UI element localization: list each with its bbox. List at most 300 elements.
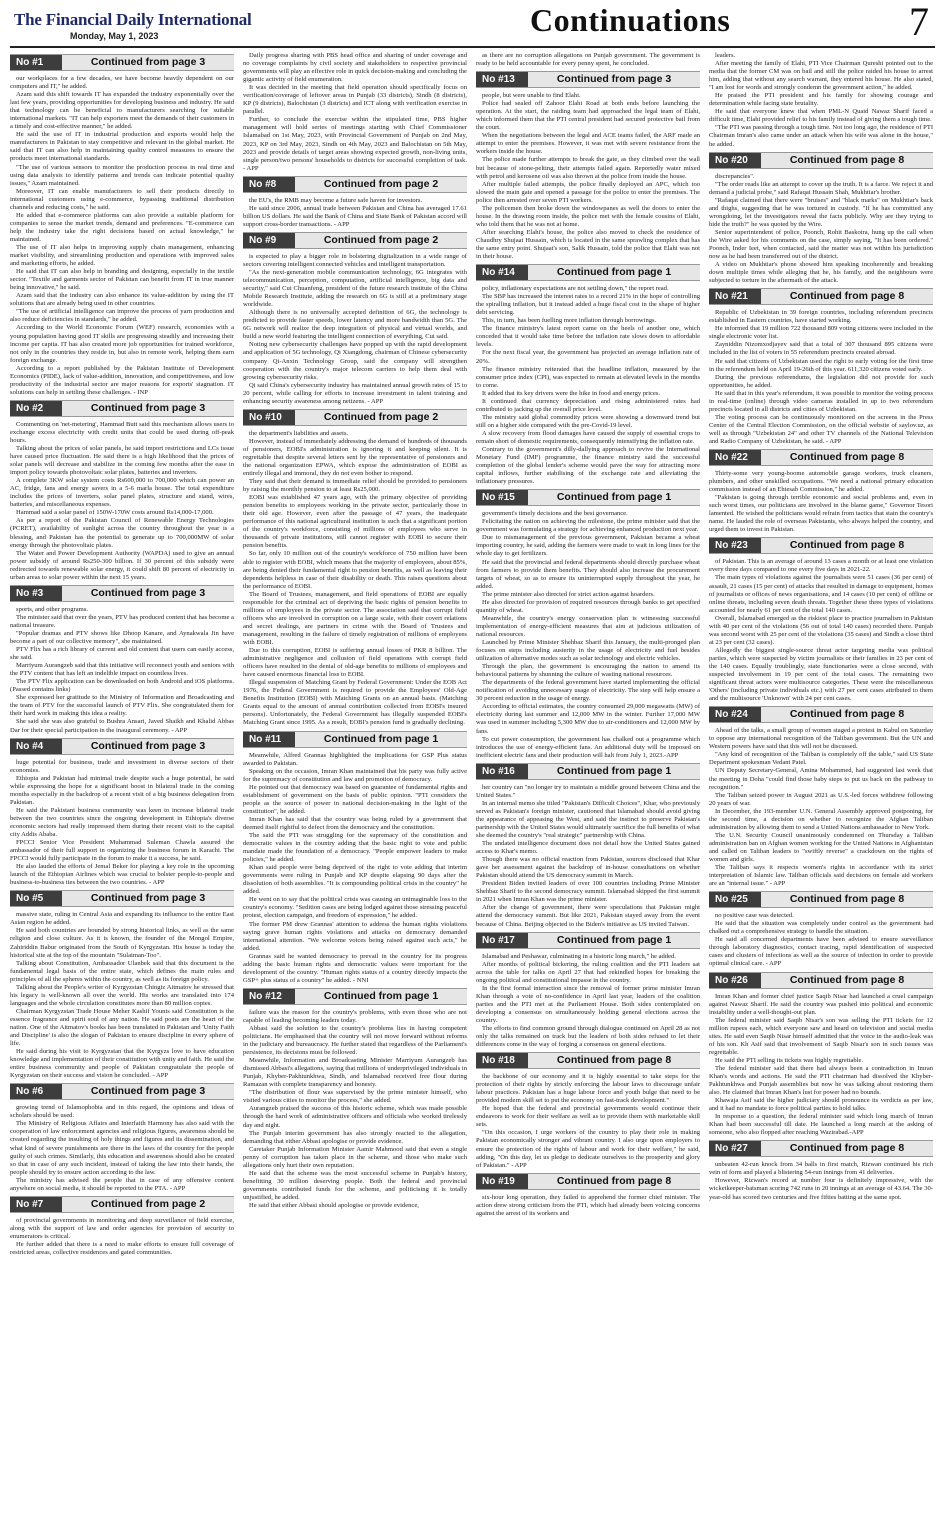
continued-from-label: Continued from page 8 <box>789 893 905 906</box>
story-paragraph: Ethiopia and Pakistan had minimal trade despite such a huge potential, he said while expressing the hope for a significant boost in bilateral trade in the coming months especially in the backdrop of a recent visit of a big business delegation from Pakistan. <box>10 774 234 806</box>
story-body <box>476 1073 700 1170</box>
continued-story <box>476 489 700 759</box>
story-paragraph: He pointed out that democracy was based on guarantee of fundamental rights and establishment of government on the basis of public opinion. "PTI considers the people as the source of power in national decision-making in the light of the constitution", he added. <box>243 783 467 815</box>
continued-story <box>10 890 234 1080</box>
story-body <box>243 52 467 173</box>
story-paragraph: growing trend of Islamophobia and in this regard, the opinions and ideas of scholars should be used. <box>10 1104 234 1120</box>
story-header <box>243 988 467 1005</box>
story-body <box>10 911 234 1080</box>
story-number: No #3 <box>10 586 62 601</box>
story-paragraph: Qi said China's cybersecurity industry has maintained annual growth rates of 15 to 20 percent, while calling for efforts to increase investment in talent training and enhancing security awareness among netizens. - APP <box>243 381 467 405</box>
story-body <box>10 421 234 582</box>
continued-from-label: Continued from page 1 <box>556 764 672 777</box>
story-body <box>10 1217 234 1257</box>
story-body <box>709 173 933 286</box>
continued-story <box>243 988 467 1210</box>
story-number: No #19 <box>476 1174 528 1189</box>
story-paragraph: It was decided in the meeting that field operation should specifically focus on verification/coverage of leftover areas in Punjab (33 districts), Sindh (8 districts), KP (9 districts), Balochistan (3 districts) and ICT along with verification exercise in parallel. <box>243 84 467 116</box>
story-paragraph: Abbasi said the solution to the country's problems lies in having competent politicians. He emphasised that the country will not move forward without reforms in the judiciary and bureaucracy. He further stated that regardless of the Parliament's persistence, its decisions must be followed. <box>243 1024 467 1057</box>
news-column-3 <box>476 52 700 1526</box>
continued-story <box>243 176 467 229</box>
story-paragraph: Hammad said a solar panel of 150W-170W costs around Rs14,000-17,000. <box>16 509 214 517</box>
continued-from-label: Continued from page 2 <box>90 1197 206 1210</box>
story-paragraph: Republic of Uzbekistan in 39 foreign countries, including referendum precincts established in Eastern countries, have started working. <box>709 309 933 325</box>
story-body <box>709 912 933 968</box>
story-paragraph: Caretaker Punjab Information Minister Aamir Mahmood said that even a single penny of corruption has taken place in the scheme, and those who make such allegations only hurt their own reputation. <box>243 1145 467 1169</box>
story-paragraph: six-hour long operation, they failed to apprehend the former chief minister. The action drew strong criticism from the PTI, which had already been voicing concerns against the arrest of its workers and <box>476 1193 700 1217</box>
story-paragraph: However, Rizwan's record at number four is definitely impressive, with the wicketkeeper-batsman scoring 742 runs in 20 innings at an average of 43.64. The 30-year-old has scored two centuries and five fifties batting at the same spot. <box>709 1177 933 1201</box>
story-header <box>709 152 933 169</box>
continued-from-label: Continued from page 8 <box>556 1054 672 1067</box>
story-paragraph: Azam said this shift towards IT has expanded the industry exponentially over the last few years, providing opportunities for developing business and industry. He said that technology can be beneficial to manufacturers searching for suitable international markets. "IT can help exporters meet the demands of their customers in a timely and cost-effective manner," he added. <box>10 91 234 131</box>
story-body <box>243 197 467 229</box>
story-paragraph: He added that e-commerce platforms can also provide a suitable platform for companies to sense the market trends, demand and preferences. "E-commerce can help the industry take the right decisions based on actual knowledge," he maintained. <box>10 211 234 243</box>
story-paragraph: discrepancies". <box>715 172 755 180</box>
story-paragraph: She expressed her gratitude to the Ministry of Information and Broadcasting and the team of PTV for the successful launch of PTV Flix. She congratulated them for their hard work in making this idea a reality. <box>10 694 234 718</box>
continued-story <box>476 932 700 1050</box>
story-number: No #4 <box>10 739 62 754</box>
story-paragraph: President Biden invited leaders of over 100 countries including Prime Minister Shehbaz Sharif to the second democracy summit. Islamabad skipped the first summit in 2021 when Imran Khan was the prime minister. <box>476 880 700 904</box>
story-paragraph: Meanwhile, Alfred Grannas highlighted the implications for GSP Plus status awarded to Pakistan. <box>243 751 467 767</box>
story-body <box>243 752 467 985</box>
story-paragraph: sports, and other programs. <box>16 605 88 613</box>
story-paragraph: Overall, Islamabad emerged as the riskiest place to practice journalism in Pakistan with 40 per cent of the violations (56 out of total 140 cases) recorded there. Punjab was second worst with 25 per cent of the violations (35 cases) and Sindh a close third at 23 per cent (32 cases). <box>709 614 933 646</box>
continued-from-label: Continued from page 3 <box>90 739 206 752</box>
story-body <box>709 993 933 1138</box>
story-paragraph: After months of political bickering, the ruling coalition and the PTI leaders sat across the table for talks on April 27 that had rekindled hopes for breaking the ongoing political and constitutional impasse in the country. <box>476 960 700 984</box>
continued-story <box>10 400 234 582</box>
story-paragraph: The Ministry of Religious Affairs and Interfaith Harmony has also said with the cooperation of law enforcement agencies and religious figures, awareness should be created regarding the insulting of holy things and figures and its dissemination, and what kind of severe punishments are there in the laws of the country for the people guilty of such crimes. Similarly, this education and awareness should also be created so that in case of any such incident, instead of taking the law into their hands, the people should try to ensure action according to the law. <box>10 1120 234 1176</box>
story-paragraph: Talking about Constitution, Ambassador Ulanbek said that this document is the fundamental legal basis of the entire state, which defines the main rules and principles of all the spheres within the country, as well as its foreign policy. <box>10 959 234 983</box>
story-header <box>476 1052 700 1069</box>
story-paragraph: Though there was no official reaction from Pakistan, sources disclosed that Khar gave her assessment against the backdrop of in-house consultations on whether Pakistan should attend the US democracy summit in March. <box>476 856 700 880</box>
story-paragraph: He hoped that the federal and provincial governments would continue their endeavors to work for their welfare as well as to provide them with marketable skill sets. <box>476 1105 700 1129</box>
continued-story <box>709 52 933 149</box>
story-paragraph: Allegedly the biggest single-source threat actor targeting media was political parties, which were suspected by victim journalists or their families in 23 per cent of the 140 cases. Equally troublingly, state functionaries were a close second, with suspected involvement in 19 per cent of the total cases. The remaining two significant threat actors were multisource categories. These were the miscellaneous 'Others' (including private individuals etc.) with 27 per cent cases attributed to them and the multisource 'Unknown' with 24 per cent cases. <box>709 646 933 703</box>
continued-story <box>10 1083 234 1193</box>
continued-from-label: Continued from page 1 <box>556 933 672 946</box>
story-paragraph: her country can "no longer try to maintain a middle ground between China and the United States." <box>476 783 700 799</box>
story-paragraph: "Popular dramas and PTV shows like Dhoop Kanare, and Aynakwala Jin have become a part of our collective memory", she maintained. <box>10 629 234 645</box>
story-header <box>709 1140 933 1157</box>
story-number: No #26 <box>709 973 761 988</box>
news-column-2 <box>243 52 467 1526</box>
story-header <box>10 1083 234 1100</box>
continued-story <box>709 891 933 968</box>
story-number: No #10 <box>243 410 295 425</box>
story-paragraph: He said that everyone knew that when PML-N Quaid Nawaz Sharif faced a difficult time, Elahi provided relief to his family instead of giving them a tough time. <box>709 108 933 124</box>
continued-story <box>10 1196 234 1257</box>
story-paragraph: They said that their demand is immediate relief should be provided to pensioners by raising the monthly pension to at least Rs25,000. <box>243 478 467 494</box>
story-paragraph: The use of IT also helps in improving supply chain management, enhancing market visibility, and streamlining production and operations with improved sales and marketing efforts, he added. <box>10 243 234 268</box>
story-header <box>243 409 467 426</box>
story-header <box>10 54 234 71</box>
story-paragraph: In the first formal interaction since the removal of former prime minister Imran Khan through a vote of no-confidence in April last year, leaders of the coalition parties and the PTI met at the Parliament House. Both sides contemplated on developing a consensus on simultaneously holding general elections across the country. <box>476 984 700 1024</box>
continued-from-label: Continued from page 1 <box>323 989 439 1002</box>
story-paragraph: He said that the scheme was the most successful scheme in Punjab's history, benefitting 30 million deserving people. Both the federal and provincial governments contributed funds for the scheme, and politicising it is totally unjustified, he added. <box>243 1169 467 1201</box>
continued-from-label: Continued from page 8 <box>789 451 905 464</box>
story-paragraph: The former PM drew Grannas' attention to address the human rights violations saying grave human rights violations and attacks on democracy demanded international attention. "We welcome voices being raised against such acts," he added. <box>243 920 467 952</box>
continued-from-label: Continued from page 3 <box>90 586 206 599</box>
story-paragraph: A slow recovery from flood damages have caused the supply of essential crops to remain short of domestic requirements, consequently intensifying the inflation rate. <box>476 429 700 445</box>
story-paragraph: Islamabad and Peshawar, culminating in a historic long march," he added. <box>482 952 676 960</box>
story-paragraph: The undated intelligence document does not detail how the United States gained access to Khar's memo. <box>476 840 700 856</box>
story-paragraph: Imran Khan has said that the country was being ruled by a government that deemed itself rightful to defect from the democracy and the constitution. <box>243 815 467 831</box>
story-paragraph: Talking about the prices of solar panels, he said import restrictions and LCs issue have caused price fluctuation. He said there is a high likelihood that the prices of solar panels will decrease and stabilize in the coming few months after the ease in import policy towards photovoltaic solar plates, batteries and inverters. <box>10 445 234 477</box>
story-paragraph: FPCCI Senior Vice President Muhammad Suleman Chawla assured the ambassador of their full support in organizing the business forum in Karachi. The FPCCI would fully participate in the forum to make it a success, he said. <box>10 839 234 863</box>
story-paragraph: Police had sealed off Zahoor Elahi Road at both ends before launching the operation. At the start, the raiding team had approached the legal team of Elahi, which informed them that the PTI central president had secured protective bail from the court. <box>476 100 700 132</box>
page-number: 7 <box>909 0 929 44</box>
story-paragraph: The minister said that over the years, PTV has produced content that has become a national treasure. <box>10 613 234 629</box>
story-paragraph: government's timely decisions and the best governance. <box>482 510 628 518</box>
story-paragraph: people, but were unable to find Elahi. <box>482 92 581 100</box>
continued-story <box>709 1140 933 1201</box>
story-paragraph: Meanwhile, Information and Broadcasting Minister Marriyum Aurangzeb has dismissed Abbasi's allegations, saying that millions of underprivileged individuals in Punjab, Khyber-Pakhtunkhwa, Sindh, and Islamabad received free flour during Ramazan with complete transparency and honesty. <box>243 1057 467 1089</box>
story-paragraph: The Punjab interim government has also strongly reacted to the allegation, demanding that either Abbasi apologise or provide evidence. <box>243 1129 467 1145</box>
continued-from-label: Continued from page 3 <box>90 401 206 414</box>
story-paragraph: the EU's, the RMB may become a future safe haven for investors. <box>249 196 423 204</box>
issue-date: Monday, May 1, 2023 <box>70 31 159 41</box>
story-paragraph: Khawaja Asif said the higher judiciary should pronounce its verdicts as per law, and it had no mandate to force political parties to hold talks. <box>709 1097 933 1113</box>
story-number: No #23 <box>709 538 761 553</box>
story-paragraph: Azam said that the industry can also enhance its value-addition by using the IT solutions that are already being used in other countries. <box>10 292 234 308</box>
story-paragraph: Moreover, IT can enable manufacturers to sell their products directly to international customers using e-commerce, bypassing traditional distribution channels and reducing costs," he said. <box>10 187 234 211</box>
story-header <box>10 890 234 907</box>
continued-story <box>476 52 700 68</box>
story-header <box>709 972 933 989</box>
masthead-rule <box>10 46 935 48</box>
story-number: No #13 <box>476 72 528 87</box>
story-paragraph: The policemen then broke down the windowpanes as well the doors to enter the house. In the drawing room inside, the police met with the female cousins of Elahi, who told them that he was not at home. <box>476 204 700 228</box>
story-paragraph: In response to a question, the federal minister said which long march of Imran Khan had been successful till date. He launched a long march at the asking of someone, who also flopped after reaching Wazirabad.-APP <box>709 1113 933 1137</box>
story-paragraph: The finance ministry reiterated that the headline inflation, measured by the consumer price index (CPI), was expected to remain at elevated levels in the months to come. <box>476 365 700 389</box>
masthead <box>10 0 935 44</box>
story-paragraph: He said that in this year's referendum, it was possible to monitor the voting process in real-time (online) through video cameras installed in up to two referendum precincts located in all districts and cities of Uzbekistan. <box>709 389 933 413</box>
story-number: No #16 <box>476 764 528 779</box>
story-paragraph: The Water and Power Development Authority (WAPDA) used to give an annual power subsidy of around Rs250-300 billion. If 30 percent of this subsidy were redirected towards renewable solar energy, it could shift 80 percent of electricity in urban areas to solar power within the next 15 years. <box>10 549 234 581</box>
story-paragraph: The Taliban seized power in August 2021 as U.S.-led forces withdrew following 20 years of war. <box>709 791 933 807</box>
story-header <box>10 400 234 417</box>
story-header <box>10 585 234 602</box>
story-paragraph: During the previous referendums, the legislation did not provide for such opportunities, he added. <box>709 373 933 389</box>
story-paragraph: Felicitating the nation on achieving the milestone, the prime minister said that the government was formulating a strategy for achieving enhanced production next year. <box>476 518 700 534</box>
story-paragraph: Meanwhile, the country's energy conservation plan is witnessing successful implementation of energy-efficient measures that aim at judicious utilization of national resources. <box>476 614 700 638</box>
story-number: No #12 <box>243 989 295 1004</box>
story-number: No #15 <box>476 490 528 505</box>
continued-from-label: Continued from page 3 <box>90 56 206 68</box>
story-paragraph: He said both countries are bounded by strong historical links, as well as the same religion and close culture. As it is known, the founder of the Mongol Empire, Zahiriddin Babur originated from the South of Kyrgyzstan. His house is today the historical site at the top of the mountain "Sulaiman-Too". <box>10 927 234 959</box>
continued-story <box>709 537 933 703</box>
story-paragraph: He praised the PTI president and his family for showing courage and determination while facing state brutality. <box>709 92 933 108</box>
story-paragraph: The said the PTI was struggling for the supremacy of the constitution and democratic values in the country adding that the basic right to vote and public mandate made the foundation of a democracy. "People empower leaders to make policies," he added. <box>243 831 467 864</box>
story-paragraph: unbeaten 42-run knock from 34 balls in first match, Rizwan continued his rich vein of form and played a blistering 54-run innings from 41 deliveries. <box>709 1161 933 1177</box>
story-paragraph: The efforts to find common ground through dialogue continued on April 28 as not only the talks remained on track but the leaders of both sides refused to let their differences come in the way of forging a consensus on general elections. <box>476 1024 700 1049</box>
story-paragraph: The departments of the federal government have started implementing the official notification of avoiding unnecessary usage of electricity. The step will help ensure a 30 percent reduction in the usage of energy. <box>476 679 700 703</box>
story-paragraph: The police made further attempts to break the gate, as they climbed over the wall but because of stone-pelting, their attempts failed again. Reportedly water mixed with petrol and kerosene oil was also thrown at the police from inside the house. <box>476 156 700 180</box>
story-paragraph: However, instead of immediately addressing the demand of hundreds of thousands of pensioners, EOBI's administration is ignoring it and keeping silent. It is regrettable that despite several letters sent by the representative of pensioners and the national organization EPWA, which expose the administration of EOBI as entirely illegal and immoral, they do not even bother to respond. <box>243 437 467 478</box>
story-header <box>709 537 933 554</box>
continued-story <box>709 288 933 446</box>
story-paragraph: The federal minister said that there had always been a contradiction in Imran Khan's words and actions. He said the PTI chairman had dissolved the Khyber-Pakhtunkhwa and Punjab assemblies but now he was talking about restoring them also. He claimed that Imran Khan's lust for power had no bounds. <box>709 1064 933 1097</box>
story-paragraph: So far, only 10 million out of the country's workforce of 750 million have been able to register with EOBI, which means that the majority of employees, about 85%, are being denied their fundamental right to pension benefits, as well as leaving their dependents helpless in case of their disability or death. This raises questions about the performance of EOBI. <box>243 550 467 590</box>
story-paragraph: failure was the reason for the country's problems, with even those who are not capable of leading becoming leaders today. <box>243 1008 467 1024</box>
continued-story <box>476 71 700 261</box>
story-paragraph: Further, to conclude the exercise within the stipulated time, PBS higher management will hold series of meetings starting with Chief Commissioner Islamabad on 1st May, 2023, with Provincial Government of Punjab on 2nd May, 2023, KP on 3rd May, 2023, Sindh on 4th May, 2023 and Balochistan on 5th May, 2023 and provide details of target areas showing expected growth, non-living units, single person/two persons' households to districts for successful completion of task. - APP <box>243 116 467 172</box>
story-body <box>709 727 933 888</box>
story-header <box>476 71 700 88</box>
story-body <box>243 253 467 406</box>
story-header <box>476 489 700 506</box>
story-paragraph: He went on to say that the political crisis was causing an unimaginable loss to the country's economy. "Sedition cases are being lodged against those stressing peaceful protest, election campaign, and freedom of expression," he added. <box>243 896 467 920</box>
story-paragraph: He said that either Abbasi should apologise or provide evidence, <box>249 1202 419 1209</box>
story-header <box>10 1196 234 1213</box>
continued-from-label: Continued from page 2 <box>323 177 439 190</box>
story-paragraph: When the negotiations between the legal and ACE teams failed, the ARF made an attempt to enter the premises. However, it was met with severe resistance from the workers inside the house. <box>476 132 700 156</box>
story-paragraph: He also lauded the efforts of Jemal Beker for playing a key role in the upcoming launch of the Ethiopian Airlines which was crucial to bolster people-to-people and business-to-business ties between the two countries. - APP <box>10 863 234 887</box>
story-paragraph: as there are no corruption allegations on Punjab government. The government is ready to be held accountable for every penny spent, he concluded. <box>476 52 700 68</box>
story-paragraph: He also directed for provision of required resources through banks to get specified quantity of wheat. <box>476 598 700 614</box>
continued-from-label: Continued from page 2 <box>323 410 439 423</box>
story-paragraph: Due to this corruption, EOBI is suffering annual losses of PKR 8 billion. The administrative negligence and collusion of field operations with corrupt field officers have resulted in the denial of old-age benefits to millions of employees and have caused enormous financial loss to EOBI. <box>243 647 467 679</box>
story-paragraph: Aurangzeb praised the success of this historic scheme, which was made possible through the hard work of administrative officers and officials who worked tirelessly day and night. <box>243 1105 467 1129</box>
story-header <box>476 264 700 281</box>
story-paragraph: It added that its key drivers were the hike in food and energy prices. <box>482 389 661 397</box>
story-paragraph: The ministry has advised the people that in case of any offensive content anywhere on social media, it should be reported to the PTA. - APP <box>10 1176 234 1192</box>
story-paragraph: Khan said people were being deprived of the right to vote adding that interim governments were ruling in Punjab and KP despite elapsing 90 days after the dissolution of both assemblies. "It is compounding political crisis in the country" he added. <box>243 864 467 896</box>
story-paragraph: Commenting on 'net-metering', Hammad Butt said this mechanism allows users to exchange excess electricity with credit units that could be used during off-peak hours. <box>10 420 234 444</box>
continued-story <box>476 763 700 929</box>
story-paragraph: He said that citizens of Uzbekistan used the right to early voting for the first time in the referendum held on April 19-26th of this year. 611,320 citizens voted early. <box>709 357 933 373</box>
story-body <box>476 510 700 759</box>
continued-story <box>476 1173 700 1218</box>
continued-from-label: Continued from page 1 <box>323 732 439 745</box>
story-paragraph: After meeting the family of Elahi, PTI Vice Chairman Qureshi pointed out to the media that the former CM was on bail and still the police raided his house to arrest him, adding that without any search warrant, they entered his house. He also stated, "I am lost for words and strongly condemn the government action," he added. <box>709 60 933 92</box>
news-column-1 <box>10 52 234 1526</box>
story-number: No #25 <box>709 892 761 907</box>
section-title: Continuations <box>530 2 731 38</box>
story-paragraph: massive state, ruling in Central Asia and expanding its influence to the entire East Asian region he added. <box>10 911 234 927</box>
publication-name: The Financial Daily International <box>14 10 252 29</box>
continued-story <box>476 264 700 486</box>
story-paragraph: no positive case was detected. <box>715 912 794 920</box>
story-paragraph: It continued that currency depreciation and rising administered rates had contributed to jacking up the overall price level. <box>476 397 700 413</box>
story-paragraph: Imran Khan and former chief justice Saqib Nisar had launched a cruel campaign against Nawaz Sharif. He said the country was pushed into political and economic instability under a well-thought-out plan. <box>709 992 933 1016</box>
story-paragraph: "The distribution of flour was supervised by the prime minister himself, who visited various cities to monitor the process," she added. <box>243 1089 467 1105</box>
story-paragraph: Thirty-some very young-boome automobile garage workers, truck cleaners, plumbers, and other unskilled occupations. "We need a national primary education commission instead of an Ehtesab Commission," he added. <box>709 470 933 494</box>
story-paragraph: leaders. <box>715 52 736 59</box>
story-paragraph: UN Deputy Secretary-General, Amina Mohammed, had suggested last week that the meeting in Doha "could find those baby steps to put us back on the pathway to recognition." <box>709 767 933 791</box>
story-header <box>709 891 933 908</box>
story-paragraph: He said that the situation was completely under control as the government had chalked out a comprehensive strategy to handle the situation. <box>709 920 933 936</box>
story-body <box>709 558 933 703</box>
story-paragraph: the department's liabilities and assets. <box>249 429 349 437</box>
story-paragraph: He said the use of IT in industrial production and exports would help the manufacturers in Pakistan to stay competitive and relevant in the global market. He said that IT can also help in maintaining quality control measures to ensure the products meet international standards. <box>10 131 234 163</box>
continued-story <box>709 972 933 1138</box>
story-paragraph: The Board of Trustees, management, and field operations of EOBI are equally responsible for the criminal act of depriving the basic rights of pension benefits to millions of employees in the private sector. The association said that corrupt field officers who are involved in corruption on a large scale, with their covert relations and secret dealings, are partners in crime with the Board of Trustees and management, resulting in the failure of timely registration of millions of employees with EOBI. <box>243 590 467 646</box>
continued-from-label: Continued from page 8 <box>789 539 905 552</box>
story-paragraph: "Pakistan is going through terrible economic and social problems and, even in such worst times, our politicians are involved in the blame game," Governor Tesori lamented. He wished the politicians would refrain from tactics that stain the country's name. He lauded the role of overseas Pakistanis, who always helped the country, and urged them to invest in Pakistan. <box>709 494 933 534</box>
continued-from-label: Continued from page 3 <box>90 1085 206 1098</box>
story-header <box>476 932 700 949</box>
story-header <box>243 176 467 193</box>
story-paragraph: policy, inflationary expectations are not settling down," the report read. <box>482 285 669 293</box>
story-paragraph: For the next fiscal year, the government has projected an average inflation rate of 20%. <box>476 349 700 365</box>
story-paragraph: Through the plan, the government is encouraging the nation to amend its behavioural patterns by shunning the culture of wasting national resources. <box>476 663 700 679</box>
story-paragraph: She said she was also grateful to Bushra Ansari, Javed Shaikh and Khalid Abbas Dar for their special participation in the inaugural ceremony. - APP <box>10 718 234 734</box>
continued-story <box>10 738 234 888</box>
continued-story <box>476 1052 700 1170</box>
story-paragraph: To cut power consumption, the government has chalked out a programme which introduces the use of energy-efficient fans. An additional duty will be imposed on inefficient electric fans and their production will halt from July 1, 2023.-APP <box>476 735 700 759</box>
story-paragraph: the backbone of our economy and it is highly essential to take steps for the protection of their rights by strictly enforcing the labour laws to discourage unfair labour practices. Pakistan has a huge labour force and youth bulge that need to be provided modern skill set to put the economy on fast-track development." <box>476 1073 700 1105</box>
story-paragraph: Illegal suspension of Matching Grant by Federal Government: Under the EOB Act 1976, the Federal Government is required to provide the Employees' Old-Age Benefits Institution (EOBI) with Matching Grants on an annual basis. (Matching Grants equal to the amount of annual contribution collected from EOBI's insured persons). Unfortunately, the Federal Government has illegally suspended EOBI's Matching Grant since 1995. As a result, EOBI's pension fund is gradually declining. <box>243 679 467 727</box>
news-columns <box>10 52 935 1526</box>
continued-story <box>709 706 933 888</box>
story-paragraph: He further added that there is a need to make efforts to ensure full coverage of restricted areas, collective residences and gated communities. <box>10 1240 234 1256</box>
story-paragraph: Ahead of the talks, a small group of women staged a protest in Kabul on Saturday to oppose any international recognition of the Taliban government. But the UN and Western powers have said that this will not be discussed. <box>709 727 933 751</box>
story-body <box>10 1104 234 1193</box>
story-header <box>10 738 234 755</box>
continued-from-label: Continued from page 1 <box>556 491 672 504</box>
story-body <box>476 1194 700 1218</box>
story-body <box>476 52 700 68</box>
story-paragraph: PTV Flix has a rich library of current and old content that users can easily access, she said. <box>10 646 234 662</box>
story-paragraph: In December, the 193-member U.N. General Assembly approved postponing, for the second time, a decision on whether to recognize the Afghan Taliban administration by allowing them to send a United Nations ambassador to New York. <box>709 807 933 831</box>
story-paragraph: Although there is no universally accepted definition of 6G, the technology is predicted to provide faster speeds, lower latency and more bandwidth than 5G. The 6G network will realize the deep integration of physical and virtual worlds, and build a new world featuring the intelligent connection of everything, Cui said. <box>243 309 467 341</box>
story-paragraph: The finance ministry's latest report came on the heels of another one, which conceded that it would take time before the inflation rate slows down to affordable levels. <box>476 325 700 349</box>
story-paragraph: After the change of government, there were speculations that Pakistan might attend the democracy summit. But like 2021, Pakistan stayed away from the event because of China. Beijing objected to the Biden's initiative as US invited Taiwan. <box>476 904 700 928</box>
story-paragraph: He said all concerned departments have been advised to ensure surveillance through laboratory diagnostics, contact tracing, rapid identification of suspected cases and clusters of infections as well as the source of infection in order to provide optimal clinical care. - APP <box>709 936 933 968</box>
story-number: No #2 <box>10 401 62 416</box>
story-paragraph: Senior superintendent of police, Poonch, Rohit Baskotra, hung up the call when the Wire asked for his comments on the case, simply saying, "It has been ordered." Poonch, Inder Ieet, when contacted, said the matter was not within his jurisdiction now as he had been transferred out of the district. <box>709 228 933 261</box>
continued-story <box>243 409 467 728</box>
story-body <box>476 92 700 261</box>
continued-story <box>10 54 234 397</box>
story-paragraph: The ministry said global commodity prices were showing a downward trend but still on a higher side compared with the pre-Covid-19 level. <box>476 413 700 429</box>
continued-from-label: Continued from page 3 <box>556 73 672 86</box>
story-paragraph: He said during his visit to Kyrgyzstan that the Kyrgyzs love to have education knowledge and implementation of their constitution with unity and faith. He said the entire business community and people of Pakistan congratulate the people of Kyrgyzstan on their success and vision he concluded. - APP <box>10 1048 234 1080</box>
story-header <box>243 731 467 748</box>
story-number: No #17 <box>476 933 528 948</box>
story-number: No #7 <box>10 1197 62 1212</box>
story-paragraph: He said since 2006, annual trade between Pakistan and China has averaged 17.61 billion US dollars. He said the Bank of China and State Bank of Pakistan accord will support cross-border transactions. - APP <box>243 204 467 228</box>
story-number: No #9 <box>243 233 295 248</box>
story-paragraph: Talking about the People's writer of Kyrgyzstan Chingiz Aitmatov he stressed that his legacy is well-known all over the world. His works are translated into 174 languages and the whole circulation constitutes more than 80 million copies. <box>10 983 234 1007</box>
story-number: No #8 <box>243 177 295 192</box>
story-paragraph: Due to mismanagement of the previous government, Pakistan became a wheat importing country, he said, adding the farmers were made to wait in long lines for the whole day to get fertilizers. <box>476 534 700 558</box>
story-paragraph: of provincial governments in monitoring and deep surveillance of field exercise, along with the support of law and order agencies for provision of security to enumerators is critical. <box>10 1216 234 1240</box>
story-number: No #27 <box>709 1141 761 1156</box>
story-paragraph: "The use of various sensors to monitor the production process in real time and using data analysis to identify patterns and trends can indicate potential quality issues," Azam maintained. <box>10 163 234 187</box>
story-paragraph: A complete 3KW solar system costs Rs600,000 to 700,000 which can power an AC, fridge, fans and energy savers in a 5-6 marla house. The total expenditure includes the prices of inverters, solar panel plates, structure and stand, wires, batteries, and miscellaneous expenses. <box>10 477 234 509</box>
story-number: No #1 <box>10 55 62 70</box>
story-paragraph: of Pakistan. This is an average of around 13 cases a month or at least one violation every three days compared to one every five days in 2021-22. <box>709 558 933 574</box>
story-paragraph: A video on Mukhtiar's phone showed him speaking incoherently and breaking down multiple times while alleging that he, his family, and the neighbours were subjected to torture in the aftermath of the attack. <box>709 261 933 285</box>
story-paragraph: Chairman Kyrgyzstan Trade House Meher Kashif Younis said Constitution is the essence fragrance and spirit soul of any nation. He said poets are the heart of the nation. One of the Aitmatov's books has been translated in Pakistan and 'Unity Faith and Discipline' is also the slogan of Pakistan to ensure discipline in every sphere of life. <box>10 1007 234 1048</box>
story-paragraph: The federal minister said Saqib Nisar's son was selling the PTI tickets for 12 million rupees each, which everyone saw and heard on television and social media sites. He said even Saqib Nisar himself admitted that the voice in the audio-leak was of his son. Kh Asif said that involvement of Saqib Nisar's son in such issues was regrettable. <box>709 1016 933 1056</box>
story-body <box>243 430 467 728</box>
story-paragraph: Grannas said he wanted democracy to prevail in the country for its progress adding the basic human rights and democratic values were important for the development of the country. "Human rights status of a country directly impacts the GSP+ plus status of a country" he added. - NNI <box>243 952 467 984</box>
story-paragraph: After multiple failed attempts, the police finally deployed an APC, which too slowed the main gate and opened a passage for the police to enter the premises. The police then arrested over seven PTI workers. <box>476 180 700 204</box>
continued-story <box>709 152 933 286</box>
story-paragraph: Marriyum Aurangzeb said that this initiative will reconnect youth and seniors with the PTV content that has left an indelible impact on countless lives. <box>10 662 234 678</box>
story-paragraph: The voting process can be continuously monitored on the screens in the Press Center of the Central Election Commission, on the official website of saylov.uz, as well as through "Uzbekistan 24" and other TV channels of the National Television and Radio Company of Uzbekistan, he said. - APP <box>709 413 933 445</box>
story-number: No #5 <box>10 891 62 906</box>
story-header <box>709 288 933 305</box>
story-body <box>10 759 234 888</box>
story-header <box>476 763 700 780</box>
continued-from-label: Continued from page 8 <box>789 708 905 721</box>
story-header <box>709 449 933 466</box>
story-body <box>709 470 933 534</box>
story-paragraph: He said the Pakistani business community was keen to increase bilateral trade between the two countries since the ongoing development in Ethiopia's diverse economic sectors had really impressed them during their recent visit to the capital city Addis Ababa. <box>10 806 234 838</box>
story-paragraph: He said that IT can also help in branding and designing, especially in the textile sector. "Textile and garments sector of Pakistan can benefit from IT in true manner being innovative," he said. <box>10 268 234 292</box>
story-paragraph: As per a report of the Pakistan Council of Renewable Energy Technologies (PCRET), availability of sunlight across the country throughout the year is a blessing, and Pakistan has the potential to generate up to 700,000MW of solar energy through the photovoltaic plates. <box>10 517 234 549</box>
story-paragraph: He said that the provincial and federal departments should directly purchase wheat from farmers to provide them benefits. They should also increase the procurement targets of wheat, so as to ensure its uninterrupted supply throughout the year, he added. <box>476 558 700 590</box>
story-number: No #20 <box>709 153 761 168</box>
story-header <box>709 706 933 723</box>
news-column-4 <box>709 52 933 1526</box>
story-paragraph: According to a report published by the Pakistan Institute of Development Economics (PIDE), lack of value-addition, innovation, and competitiveness, and low productivity of the industrial sector are major reasons for exports' stagnation. IT solutions can help in settling these challenges. - INP <box>10 364 234 396</box>
story-body <box>10 75 234 397</box>
story-body <box>709 1161 933 1201</box>
continued-from-label: Continued from page 8 <box>556 1174 672 1187</box>
story-paragraph: Contrary to the government's dilly-dallying approach to revive the International Monetary Fund (IMF) programme, the finance ministry said the successful completion of the global lender's scheme would pave the way for attracting more capital inflows, further stabilising of the exchange rate and alleviating the inflationary pressures. <box>476 446 700 486</box>
story-body <box>243 1009 467 1210</box>
story-paragraph: After searching Elahi's house, the police also moved to check the residence of Chaudhry Shujaat Hussain, which is located in the same sprawling complex that has the same entry point. Shujaat's son, Salik Hussain, told the police that Elahi was not in their house. <box>476 228 700 261</box>
continued-from-label: Continued from page 8 <box>789 973 905 986</box>
story-body <box>10 606 234 735</box>
story-paragraph: The PTV Flix application can be downloaded on both Android and iOS platforms. (Passed contains links) <box>10 678 234 694</box>
continued-story <box>243 232 467 406</box>
story-paragraph: The U.N. Security Council unanimously condemned on Thursday a Taliban administration ban on Afghan women working for the United Nations in Afghanistan and called on Taliban leaders to "swiftly reverse" a crackdown on the rights of women and girls. <box>709 831 933 863</box>
story-paragraph: "As the next-generation mobile communication technology, 6G integrates with telecommunication, perception, computation, artificial intelligence, big data and security," said Cui Chuanfeng, president of the future research institute of the China Mobile Research Institute, adding the research on 6G is still at a preliminary stage worldwide. <box>243 268 467 309</box>
story-number: No #24 <box>709 707 761 722</box>
story-body <box>476 285 700 486</box>
story-paragraph: The main types of violations against the journalists were 51 cases (36 per cent) of assault, 21 cases (15 per cent) of attacks that resulted in damage to equipment, homes of journalists or offices of news organisations, and 14 cases (10 per cent) of offline or online threats, including seven death threats. Together these three types of violations accounted for nearly 61 per cent of the total 140 cases. <box>709 574 933 614</box>
story-paragraph: Launched by Prime Minister Shehbaz Sharif this January, the multi-pronged plan focuses on steps including austerity in the usage of electricity and fuel besides utilization of alternative modes such as solar technology and electric vehicles. <box>476 639 700 663</box>
story-paragraph: The prime minister also directed for strict action against hoarders. <box>482 590 655 598</box>
continued-from-label: Continued from page 8 <box>789 153 905 166</box>
story-paragraph: Daily progress sharing with PBS head office and sharing of under coverage and no coverage complaints by civil society and stakeholders to respective provincial governments will play an effective role in quick decision-making and concluding the gigantic activity of field enumeration. <box>243 52 467 84</box>
continued-story <box>709 449 933 534</box>
story-paragraph: "Rafaqat claimed that there were "bruises" and "black marks" on Mukhtiar's back and thighs, suggesting that he was tortured in custody. "If he has committed any wrongdoing, let the investigators reveal the facts publicly. Why are they trying to hide the truth?" he was quoted by the Wire. <box>709 196 933 228</box>
story-paragraph: is expected to play a bigger role in bolstering digitalization in a wide range of sectors covering intelligent connected vehicles and intelligent transportation. <box>243 252 467 268</box>
continued-from-label: Continued from page 8 <box>789 290 905 303</box>
continued-from-label: Continued from page 3 <box>90 892 206 905</box>
story-paragraph: Speaking on the occasion, Imran Khan maintained that his party was fully active for the supremacy of constitution and law and promotion of democracy. <box>243 767 467 783</box>
story-body <box>709 52 933 149</box>
story-paragraph: "On this occasion, I urge workers of the country to play their role in making Pakistan economically stronger and vibrant country. I also urge upon employers to ensure the protection of the rights of labour and work for their welfare," he said, adding, "On this day, let us pledge to dedicate ourselves to the prosperity and glory of Pakistan." - APP <box>476 1129 700 1169</box>
story-paragraph: He informed that 19 million 722 thousand 809 voting citizens were included in the single electronic voter list. <box>709 325 933 341</box>
story-number: No #21 <box>709 289 761 304</box>
continued-story <box>243 731 467 985</box>
story-paragraph: "Any kind of recognition of the Taliban is completely off the table," said US State Department spokesman Vedant Patel. <box>709 751 933 767</box>
story-number: No #14 <box>476 265 528 280</box>
story-paragraph: The Taliban says it respects women's rights in accordance with its strict interpretation of Islamic law. Taliban officials said decisions on female aid workers are an "internal issue." - APP <box>709 864 933 888</box>
story-paragraph: According to official estimates, the country consumed 29,000 megawatts (MW) of electricity during last summer and 12,000 MW in the winter. Further 17,000 MW was used in summer including 5,300 MW due to air-conditioners and 12,000 MW by fans. <box>476 703 700 735</box>
story-body <box>476 953 700 1050</box>
story-body <box>476 784 700 929</box>
continued-story <box>10 585 234 735</box>
story-paragraph: EOBI was established 47 years ago, with the primary objective of providing pension benefits to employees working in the private sector, particularly those in their old age. However, even after the passage of 47 years, the inadequate performance of this national agricultural institution is such that a significant portion of the country's workforce, consisting of millions of employees who serve in thousands of private institutions, still cannot register with EOBI to secure their pension benefits. <box>243 494 467 550</box>
continued-from-label: Continued from page 1 <box>556 266 672 279</box>
story-number: No #11 <box>243 732 295 747</box>
story-number: No #18 <box>476 1053 528 1068</box>
story-paragraph: The SBP has increased the interest rates to a record 21% in the hope of controlling the spiralling inflation, but it instead added a huge fiscal cost in the shape of higher debt servicing. <box>476 293 700 317</box>
story-paragraph: "The PTI was passing through a tough time. Not too long ago, the residence of PTI Chairman Imran's also came under an attack when his wife was alone in the house," he added. <box>709 124 933 148</box>
continued-from-label: Continued from page 2 <box>323 233 439 246</box>
story-number: No #22 <box>709 450 761 465</box>
